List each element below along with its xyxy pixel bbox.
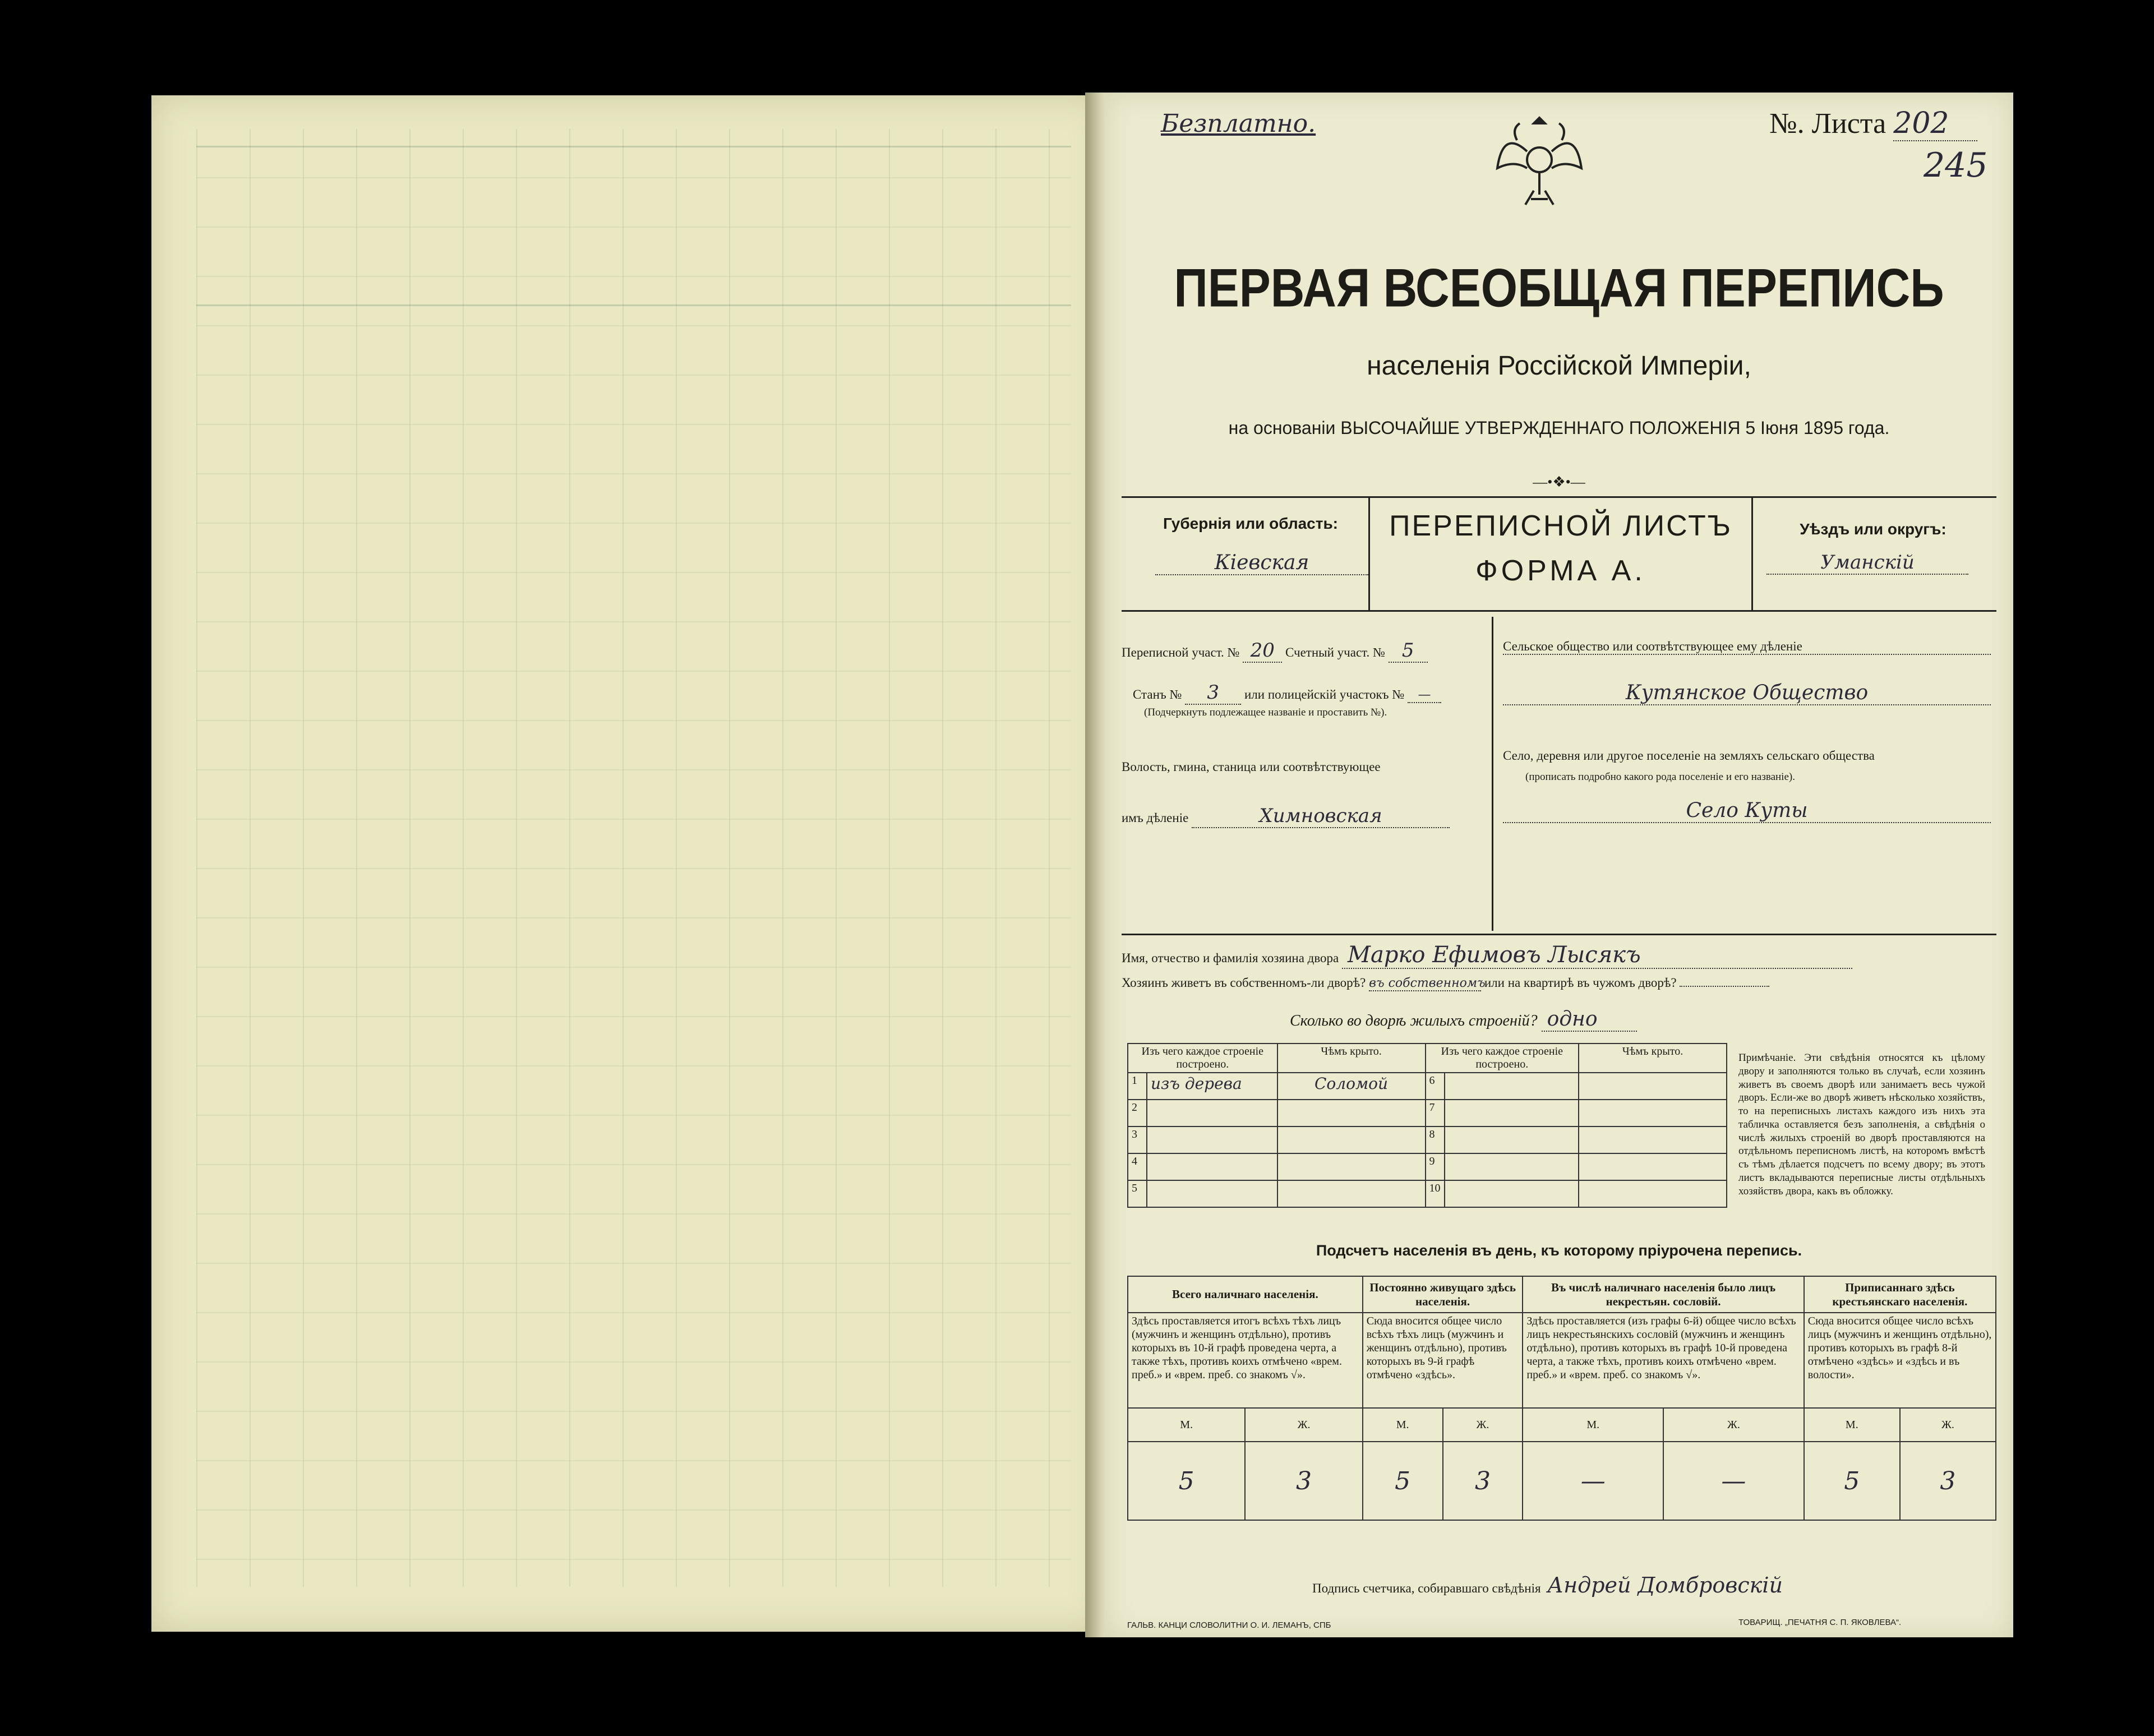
count-2-female: 3 — [1443, 1442, 1523, 1520]
table-row: 2 7 — [1128, 1100, 1727, 1126]
census-district-label: Переписной участ. № — [1122, 645, 1240, 659]
count-col-2-head: Постоянно живущаго здѣсь населенія. — [1363, 1276, 1523, 1313]
buildings-col-roof: Чѣмъ крыто. — [1277, 1044, 1426, 1073]
double-eagle-emblem — [1492, 107, 1587, 213]
ghost-grid — [196, 129, 1071, 1587]
count-col-1-desc: Здѣсь проставляется итогъ всѣхъ тѣхъ лицъ (мужчинъ и женщинъ отдѣльно), противъ которыхъ въ 10-й графѣ проведена черта, а также тѣхъ, противъ коихъ отмѣчено «врем. преб.» и «врем. преб. со знакомъ √». — [1128, 1313, 1363, 1408]
volost-label-2: имъ дѣленіе — [1122, 811, 1189, 825]
own-yard-value: въ собственномъ — [1369, 976, 1486, 990]
buildings-col-material-2: Изъ чего каждое строеніе построено. — [1426, 1044, 1579, 1073]
count-1-female: 3 — [1245, 1442, 1362, 1520]
admin-fields-right — [1503, 617, 1996, 931]
ornament-divider: —•❖•— — [1533, 474, 1585, 490]
table-row: 3 8 — [1128, 1126, 1727, 1153]
count-title: Подсчетъ населенія въ день, къ которому пріурочена перепись. — [1316, 1242, 1802, 1259]
province-label: Губернія или область: — [1163, 515, 1339, 532]
count-col-2-desc: Сюда вносится общее число всѣхъ тѣхъ лицъ (мужчинъ и женщинъ отдѣльно), противъ которыхъ въ 9-й графѣ отмѣчено «здѣсь». — [1363, 1313, 1523, 1408]
volost-value: Химновская — [1192, 805, 1450, 828]
sheet-number-value: 202 — [1893, 107, 1977, 141]
buildings-count-value: одно — [1542, 1008, 1637, 1032]
legal-basis-line: на основаніи ВЫСОЧАЙШЕ УТВЕРЖДЕННАГО ПОЛОЖЕНІЯ 5 Іюня 1895 года. — [1228, 418, 1890, 438]
police-district-value: — — [1408, 687, 1441, 703]
rural-society-label: Сельское общество или соотвѣтствующее ему дѣленіе — [1503, 639, 1991, 655]
document-subtitle: населенія Россійской Имперіи, — [1367, 351, 1751, 381]
province-value: Кіевская — [1155, 551, 1368, 575]
printer-left: ГАЛЬВ. КАНЦИ СЛОВОЛИТНИ О. И. ЛЕМАНЪ, СПБ — [1127, 1620, 1331, 1630]
count-col-4-desc: Сюда вносится общее число всѣхъ лицъ (мужчинъ и женщинъ отдѣльно), противъ которыхъ въ графѣ 8-й отмѣчено «здѣсь» и «здѣсь и въ волости». — [1804, 1313, 1996, 1408]
printer-right: ТОВАРИЩ. „ПЕЧАТНЯ С. П. ЯКОВЛЕВА“. — [1738, 1618, 1902, 1627]
table-row: 4 9 — [1128, 1153, 1727, 1180]
district-value: Уманскій — [1766, 551, 1968, 575]
enumerator-signature: Андрей Домбровскій — [1547, 1573, 1783, 1598]
rented-yard-label: или на квартирѣ въ чужомъ дворѣ? — [1484, 976, 1677, 990]
sheet-number-handwritten: 245 — [1924, 146, 1988, 185]
building-1-material: изъ дерева — [1147, 1073, 1277, 1100]
count-3-male: — — [1523, 1442, 1663, 1520]
count-col-1-head: Всего наличнаго населенія. — [1128, 1276, 1363, 1313]
count-col-3-head: Въ числѣ наличнаго населенія было лицъ некрестьян. сословій. — [1523, 1276, 1804, 1313]
owner-value: Марко Ефимовъ Лысякъ — [1342, 942, 1852, 969]
owner-label: Имя, отчество и фамилія хозяина двора — [1122, 951, 1339, 965]
buildings-count-label: Сколько во дворѣ жилыхъ строеній? — [1290, 1012, 1538, 1029]
count-1-male: 5 — [1128, 1442, 1245, 1520]
volost-label: Волость, гмина, станица или соотвѣтствующее — [1122, 760, 1381, 774]
stan-value: 3 — [1185, 681, 1241, 705]
building-1-roof: Соломой — [1277, 1073, 1426, 1100]
population-count-table: Всего наличнаго населенія. Постоянно живущаго здѣсь населенія. Въ числѣ наличнаго населенія было лицъ некрестьян. сословій. Приписаннаго здѣсь крестьянскаго населенія. Здѣсь проставляется итогъ всѣхъ тѣхъ лицъ (мужчинъ и женщинъ отдѣльно), противъ которыхъ въ 10-й графѣ проведена черта, а также тѣхъ, противъ коихъ отмѣчено «врем. преб.» и «врем. преб. со знакомъ √». Сюда вносится общее число всѣхъ тѣхъ лицъ (мужчинъ и женщинъ отдѣльно), противъ которыхъ въ 9-й графѣ отмѣчено «здѣсь». Здѣсь проставляется (изъ графы 6-й) общее число всѣхъ лицъ некрестьянскихъ сословій (мужчинъ и женщинъ отдѣльно), противъ которыхъ въ графѣ 10-й проведена черта, а также тѣхъ, противъ коихъ отмѣчено «врем. преб.» и «врем. преб. со знакомъ √». Сюда вносится общее число всѣхъ лицъ (мужчинъ и женщинъ отдѣльно), противъ которыхъ въ графѣ 8-й отмѣчено «здѣсь» и «здѣсь и въ волости». М. Ж. М. Ж. М. Ж. М. Ж. 5 3 5 3 — — 5 3 — [1127, 1276, 1996, 1521]
free-label: Безплатно. — [1161, 109, 1316, 138]
count-4-male: 5 — [1804, 1442, 1900, 1520]
admin-fields-left — [1122, 617, 1493, 931]
district-label: Уѣздъ или округъ: — [1800, 520, 1947, 538]
signature-label: Подпись счетчика, собиравшаго свѣдѣнія — [1312, 1581, 1541, 1595]
count-col-4-head: Приписаннаго здѣсь крестьянскаго населенія. — [1804, 1276, 1996, 1313]
form-header-band — [1122, 496, 1996, 612]
counting-district-value: 5 — [1389, 639, 1428, 663]
rented-yard-value — [1680, 986, 1769, 987]
note-paragraph: Примѣчаніе. Эти свѣдѣнія относятся къ цѣлому двору и заполняются только въ случаѣ, если хозяинъ живетъ въ своемъ дворѣ или занимаетъ весь чужой дворъ. Если-же во дворѣ живетъ нѣсколько хозяйствъ, то на переписныхъ листахъ каждого изъ нихъ эта табличка оставляется безъ заполненія, а свѣдѣнія о числѣ жилыхъ строеній во дворѣ проставляются на отдѣльномъ переписномъ листѣ, на которомъ вмѣстѣ съ тѣмъ дѣлается подсчетъ по всему двору; въ этотъ листъ вкладываются переписные листы отдѣльныхъ хозяйствъ двора, какъ въ обложку. — [1738, 1052, 1985, 1197]
count-4-female: 3 — [1900, 1442, 1996, 1520]
rural-society-value: Кутянское Общество — [1503, 681, 1991, 705]
form-type: ФОРМА А. — [1475, 555, 1646, 587]
table-row: 5 10 — [1128, 1180, 1727, 1207]
counting-district-label: Счетный участ. № — [1285, 645, 1385, 659]
ghost-header-band — [196, 146, 1071, 306]
own-yard-label: Хозяинъ живетъ въ собственномъ-ли дворѣ? — [1122, 976, 1366, 990]
buildings-col-material: Изъ чего каждое строеніе построено. — [1128, 1044, 1277, 1073]
count-col-3-desc: Здѣсь проставляется (изъ графы 6-й) общее число всѣхъ лицъ некрестьянскихъ сословій (мужчинъ и женщинъ отдѣльно), противъ которыхъ въ графѣ 10-й проведена черта, а также тѣхъ, противъ коихъ отмѣчено «врем. преб.» и «врем. преб. со знакомъ √». — [1523, 1313, 1804, 1408]
census-district-value: 20 — [1243, 639, 1282, 663]
form-title: ПЕРЕПИСНОЙ ЛИСТЪ — [1389, 510, 1732, 542]
village-note: (прописать подробно какого рода поселеніе и его названіе). — [1525, 771, 1795, 783]
sheet-number-label: №. Листа — [1769, 108, 1887, 140]
underline-note: (Подчеркнуть подлежащее названіе и проставить №). — [1144, 707, 1387, 718]
left-page — [151, 95, 1105, 1632]
buildings-table — [1127, 1043, 1727, 1208]
village-value: Село Куты — [1503, 799, 1991, 823]
police-district-label: или полицейскій участокъ № — [1244, 687, 1405, 701]
census-form-page — [1105, 93, 2013, 1637]
count-3-female: — — [1663, 1442, 1804, 1520]
count-2-male: 5 — [1363, 1442, 1443, 1520]
village-label: Село, деревня или другое поселеніе на земляхъ сельскаго общества — [1503, 749, 1875, 763]
table-row: 1 изъ дерева Соломой 6 — [1128, 1073, 1727, 1100]
stan-label: Станъ № — [1133, 687, 1182, 701]
buildings-col-roof-2: Чѣмъ крыто. — [1579, 1044, 1727, 1073]
document-title: ПЕРВАЯ ВСЕОБЩАЯ ПЕРЕПИСЬ — [1174, 257, 1944, 318]
